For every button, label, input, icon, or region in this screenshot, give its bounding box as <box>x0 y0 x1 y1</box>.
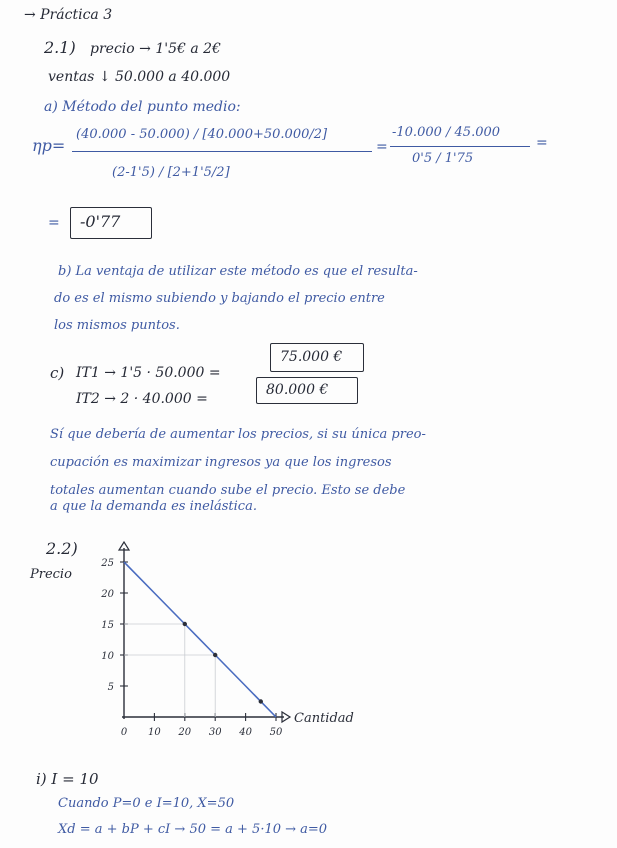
elasticity-symbol: ηp= <box>32 136 66 155</box>
total-revenue-1-calc: IT1 → 1'5 · 50.000 = <box>76 365 221 381</box>
answer-b-line-1: b) La ventaja de utilizar este método es que el resulta- <box>58 264 418 279</box>
answer-c-line-4: a que la demanda es inelástica. <box>50 499 257 514</box>
answer-b-line-3: los mismos puntos. <box>54 318 180 333</box>
total-revenue-2-result: 80.000 € <box>266 382 329 398</box>
y-tick-label: 25 <box>101 558 114 569</box>
part-i-line-1: Cuando P=0 e I=10, X=50 <box>58 796 235 811</box>
y-tick-label: 5 <box>107 682 114 693</box>
price-change-line: precio → 1'5€ a 2€ <box>90 41 221 57</box>
answer-c-label: c) <box>50 364 65 382</box>
part-i-line-2: Xd = a + bP + cI → 50 = a + 5·10 → a=0 <box>58 822 328 837</box>
y-tick-label: 10 <box>101 651 114 662</box>
data-point <box>183 622 187 626</box>
x-tick-label: 20 <box>178 727 192 738</box>
x-tick-label: 0 <box>120 727 128 738</box>
answer-c-line-1: Sí que debería de aumentar los precios, si su única preo- <box>50 427 426 442</box>
exercise-2-1-label: 2.1) <box>44 38 76 57</box>
equals-sign-2: = <box>536 135 548 151</box>
midpoint-method-heading: a) Método del punto medio: <box>44 99 241 115</box>
exercise-2-2-label: 2.2) <box>46 539 78 558</box>
total-revenue-2-calc: IT2 → 2 · 40.000 = <box>76 391 208 407</box>
total-revenue-1-result: 75.000 € <box>280 349 343 365</box>
equals-sign-3: = <box>48 215 60 231</box>
page-title: → Práctica 3 <box>24 7 113 23</box>
equals-sign-1: = <box>376 139 388 155</box>
answer-c-line-3: totales aumentan cuando sube el precio. Esto se debe <box>50 483 406 498</box>
x-tick-label: 50 <box>269 727 283 738</box>
demand-chart <box>0 540 617 750</box>
y-tick-label: 20 <box>101 589 114 600</box>
simplified-denominator: 0'5 / 1'75 <box>412 151 474 166</box>
fraction-line-main <box>72 151 372 152</box>
demand-curve <box>124 562 276 717</box>
fraction-line-simplified <box>390 146 530 147</box>
elasticity-denominator: (2-1'5) / [2+1'5/2] <box>112 165 230 180</box>
sales-change-line: ventas ↓ 50.000 a 40.000 <box>48 69 231 85</box>
elasticity-numerator: (40.000 - 50.000) / [40.000+50.000/2] <box>76 127 328 142</box>
y-axis-title: Precio <box>30 567 72 582</box>
x-tick-label: 30 <box>208 727 222 738</box>
y-tick-label: 15 <box>101 620 114 631</box>
data-point <box>213 653 217 657</box>
x-tick-label: 10 <box>148 727 161 738</box>
simplified-numerator: -10.000 / 45.000 <box>392 125 501 140</box>
answer-c-line-2: cupación es maximizar ingresos ya que los ingresos <box>50 455 392 470</box>
part-i-heading: i) I = 10 <box>36 770 99 788</box>
x-axis-title: Cantidad <box>294 711 354 726</box>
x-tick-label: 40 <box>239 727 252 738</box>
data-point <box>259 699 263 703</box>
elasticity-result: -0'77 <box>80 212 121 231</box>
answer-b-line-2: do es el mismo subiendo y bajando el precio entre <box>54 291 385 306</box>
